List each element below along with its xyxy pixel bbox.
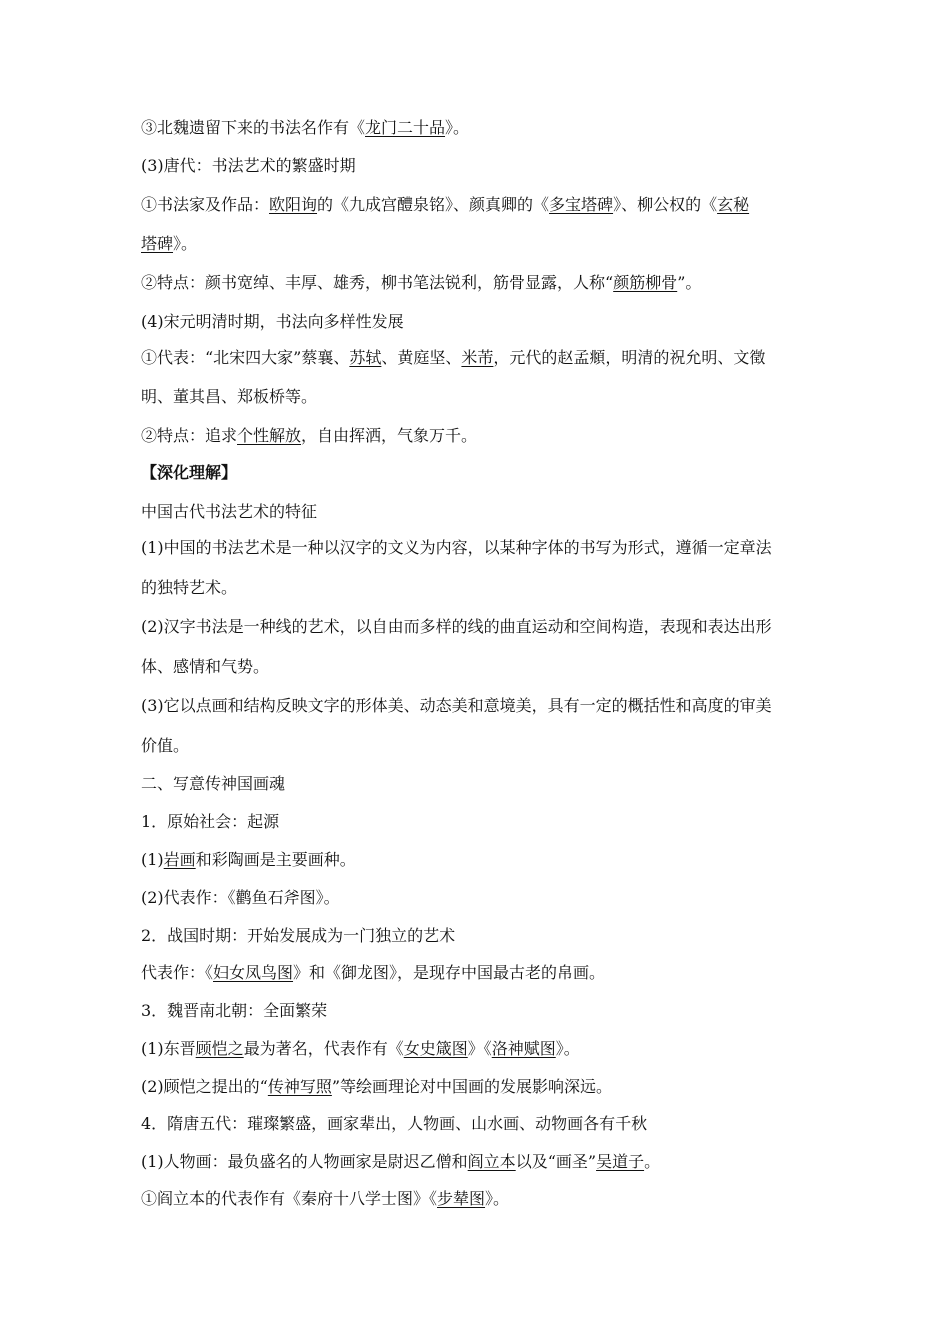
text-line (141, 538, 813, 558)
underlined-answer: 女史箴图 (403, 1039, 468, 1058)
text-line (141, 1114, 813, 1134)
text-segment: ①阎立本的代表作有《秦府十八学士图》《 (141, 1189, 438, 1208)
text-segment: (3)它以点画和结构反映文字的形体美、动态美和意境美，具有一定的概括性和高度的审美 (141, 696, 772, 715)
text-segment: 最为著名，代表作有《 (243, 1039, 404, 1058)
text-segment: 》、柳公权的《 (613, 195, 718, 214)
text-line (141, 348, 813, 368)
text-line (141, 850, 813, 870)
text-segment: ②特点：颜书宽绰、丰厚、雄秀，柳书笔法锐利，筋骨显露，人称“ (141, 273, 614, 292)
underlined-answer: 塔碑 (141, 234, 174, 253)
text-line (141, 234, 813, 254)
text-line (141, 312, 813, 332)
text-segment: 》。 (445, 118, 470, 137)
underlined-answer: 欧阳询 (269, 195, 318, 214)
text-segment: 3．魏晋南北朝：全面繁荣 (141, 1001, 328, 1020)
text-line (141, 812, 813, 832)
underlined-answer: 步辇图 (437, 1189, 486, 1208)
text-line (141, 273, 813, 293)
text-segment: 二、写意传神国画魂 (141, 774, 286, 793)
underlined-answer: 米芾 (461, 348, 494, 367)
text-segment: (2)顾恺之提出的“ (141, 1077, 268, 1096)
text-segment: 价值。 (141, 736, 190, 755)
text-line (141, 502, 813, 522)
text-segment: (1)中国的书法艺术是一种以汉字的文义为内容，以某种字体的书写为形式，遵循一定章法 (141, 538, 772, 557)
text-line (141, 696, 813, 716)
text-segment: 》和《御龙图》，是现存中国最古老的帛画。 (293, 963, 606, 982)
text-line (141, 387, 813, 407)
text-segment: 、黄庭坚、 (381, 348, 462, 367)
text-line (141, 1039, 813, 1059)
text-line (141, 578, 813, 598)
text-segment: ，自由挥洒，气象万千。 (301, 426, 478, 445)
text-line (141, 888, 813, 908)
underlined-answer: 妇女凤鸟图 (213, 963, 294, 982)
text-segment: ①代表：“北宋四大家”蔡襄、 (141, 348, 350, 367)
text-segment: 明、董其昌、郑板桥等。 (141, 387, 318, 406)
underlined-answer: 阎立本 (467, 1152, 516, 1171)
text-line (141, 118, 813, 138)
text-segment: 的独特艺术。 (141, 578, 238, 597)
underlined-answer: 传神写照 (267, 1077, 332, 1096)
text-segment: ，元代的赵孟頫，明清的祝允明、文徵 (493, 348, 766, 367)
text-line (141, 1077, 813, 1097)
text-segment: 》。 (485, 1189, 510, 1208)
text-line (141, 195, 813, 215)
text-segment: 1．原始社会：起源 (141, 812, 280, 831)
text-line (141, 426, 813, 446)
text-segment: ①书法家及作品： (141, 195, 270, 214)
text-segment: 的《九成宫醴泉铭》、颜真卿的《 (317, 195, 550, 214)
text-segment: 。 (644, 1152, 661, 1171)
text-line (141, 963, 813, 983)
underlined-answer: 玄秘 (717, 195, 750, 214)
text-segment: 【深化理解】 (141, 463, 238, 482)
text-line (141, 774, 813, 794)
underlined-answer: 洛神赋图 (491, 1039, 556, 1058)
text-segment: (1)人物画：最负盛名的人物画家是尉迟乙僧和 (141, 1152, 468, 1171)
text-segment: 4．隋唐五代：璀璨繁盛，画家辈出，人物画、山水画、动物画各有千秋 (141, 1114, 648, 1133)
underlined-answer: 个性解放 (237, 426, 302, 445)
text-line (141, 736, 813, 756)
text-line (141, 156, 813, 176)
text-segment: (3)唐代：书法艺术的繁盛时期 (141, 156, 356, 175)
text-segment: 2．战国时期：开始发展成为一门独立的艺术 (141, 926, 456, 945)
text-segment: 和彩陶画是主要画种。 (195, 850, 356, 869)
text-segment: 中国古代书法艺术的特征 (141, 502, 318, 521)
text-line (141, 1152, 813, 1172)
text-segment: 》。 (173, 234, 198, 253)
text-segment: (4)宋元明清时期，书法向多样性发展 (141, 312, 404, 331)
text-line (141, 1189, 813, 1209)
text-segment: (2)汉字书法是一种线的艺术，以自由而多样的线的曲直运动和空间构造，表现和表达出形 (141, 617, 772, 636)
underlined-answer: 颜筋柳骨 (613, 273, 678, 292)
text-segment: 以及“画圣” (515, 1152, 597, 1171)
text-segment: (2)代表作：《鹳鱼石斧图》。 (141, 888, 340, 907)
text-segment: (1) (141, 850, 164, 869)
text-segment: ③北魏遗留下来的书法名作有《 (141, 118, 366, 137)
text-line (141, 926, 813, 946)
underlined-answer: 顾恺之 (195, 1039, 244, 1058)
text-line (141, 463, 813, 483)
underlined-answer: 吴道子 (596, 1152, 645, 1171)
text-segment: 》。 (555, 1039, 580, 1058)
text-segment: ”。 (677, 273, 702, 292)
text-line (141, 617, 813, 637)
text-line (141, 1001, 813, 1021)
underlined-answer: 苏轼 (349, 348, 382, 367)
underlined-answer: 岩画 (163, 850, 196, 869)
text-segment: 代表作：《 (141, 963, 214, 982)
text-segment: 体、感情和气势。 (141, 657, 270, 676)
text-segment: ②特点：追求 (141, 426, 238, 445)
underlined-answer: 龙门二十品 (365, 118, 446, 137)
text-segment: 》《 (467, 1039, 492, 1058)
text-segment: (1)东晋 (141, 1039, 196, 1058)
text-segment: ”等绘画理论对中国画的发展影响深远。 (331, 1077, 613, 1096)
underlined-answer: 多宝塔碑 (549, 195, 614, 214)
text-line (141, 657, 813, 677)
